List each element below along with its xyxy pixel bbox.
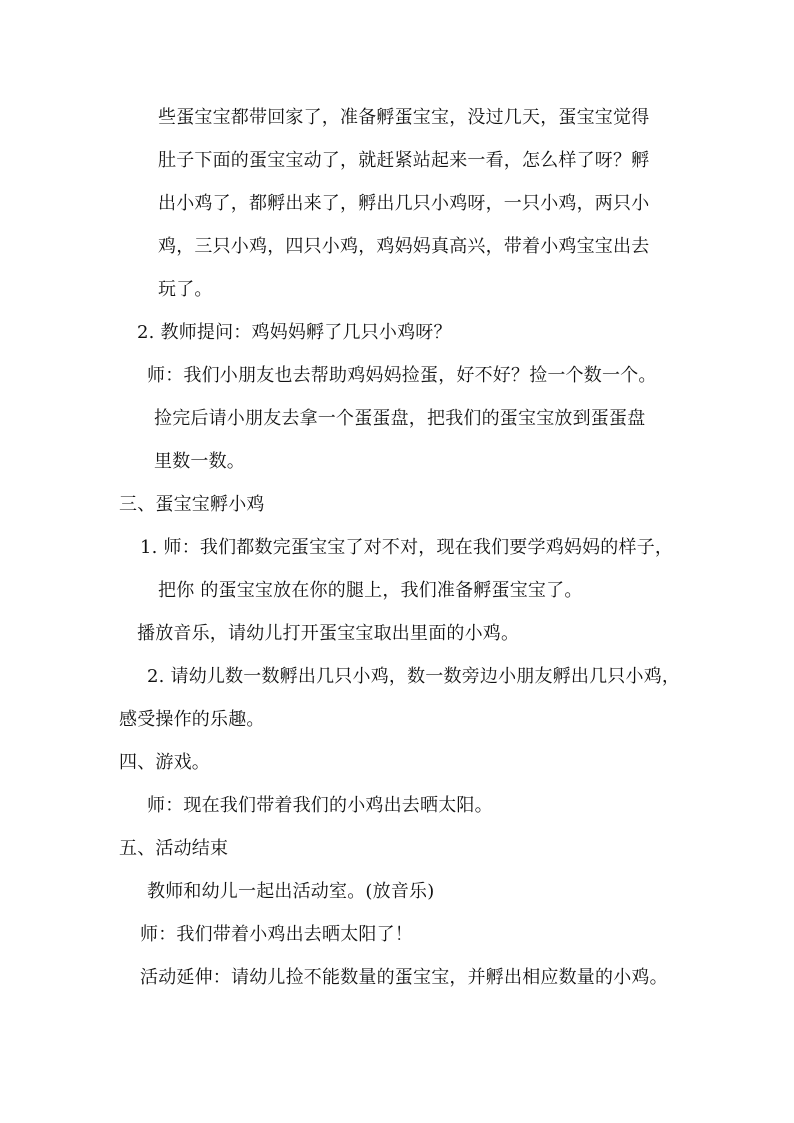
teacher-instruction-line-1: 师：我们小朋友也去帮助鸡妈妈捡蛋，好不好？捡一个数一个。 [147,365,657,386]
game-instruction: 师：现在我们带着我们的小鸡出去晒太阳。 [147,795,493,816]
story-line-5: 玩了。 [158,279,213,300]
teacher-instruction-line-3: 里数一数。 [154,451,245,472]
section-heading-3: 三、蛋宝宝孵小鸡 [119,494,265,515]
teacher-instruction-line-2: 捡完后请小朋友去拿一个蛋蛋盘，把我们的蛋宝宝放到蛋蛋盘 [154,408,646,429]
section-3-item-2-line-1: 2. 请幼儿数一数孵出几只小鸡，数一数旁边小朋友孵出几只小鸡， [147,666,681,687]
sunshine-line: 师：我们带着小鸡出去晒太阳了！ [140,924,413,945]
extension-activity-line: 活动延伸：请幼儿捡不能数量的蛋宝宝，并孵出相应数量的小鸡。 [140,967,668,988]
section-heading-4: 四、游戏。 [119,752,210,773]
story-line-1: 些蛋宝宝都带回家了，准备孵蛋宝宝，没过几天，蛋宝宝觉得 [158,107,650,128]
section-3-item-2-line-2: 感受操作的乐趣。 [119,709,265,730]
activity-end-line: 教师和幼儿一起出活动室。(放音乐) [147,881,435,902]
section-3-item-1-line-1: 1. 师：我们都数完蛋宝宝了对不对，现在我们要学鸡妈妈的样子， [140,537,674,558]
story-line-3: 出小鸡了，都孵出来了，孵出几只小鸡呀，一只小鸡，两只小 [158,193,650,214]
section-heading-5: 五、活动结束 [119,838,229,859]
story-line-2: 肚子下面的蛋宝宝动了，就赶紧站起来一看，怎么样了呀？孵 [158,150,650,171]
question-item: 2. 教师提问：鸡妈妈孵了几只小鸡呀？ [137,322,452,343]
music-instruction: 播放音乐，请幼儿打开蛋宝宝取出里面的小鸡。 [137,623,520,644]
section-3-item-1-line-2: 把你 的蛋宝宝放在你的腿上，我们准备孵蛋宝宝了。 [158,580,583,601]
story-line-4: 鸡，三只小鸡，四只小鸡，鸡妈妈真高兴，带着小鸡宝宝出去 [158,236,650,257]
